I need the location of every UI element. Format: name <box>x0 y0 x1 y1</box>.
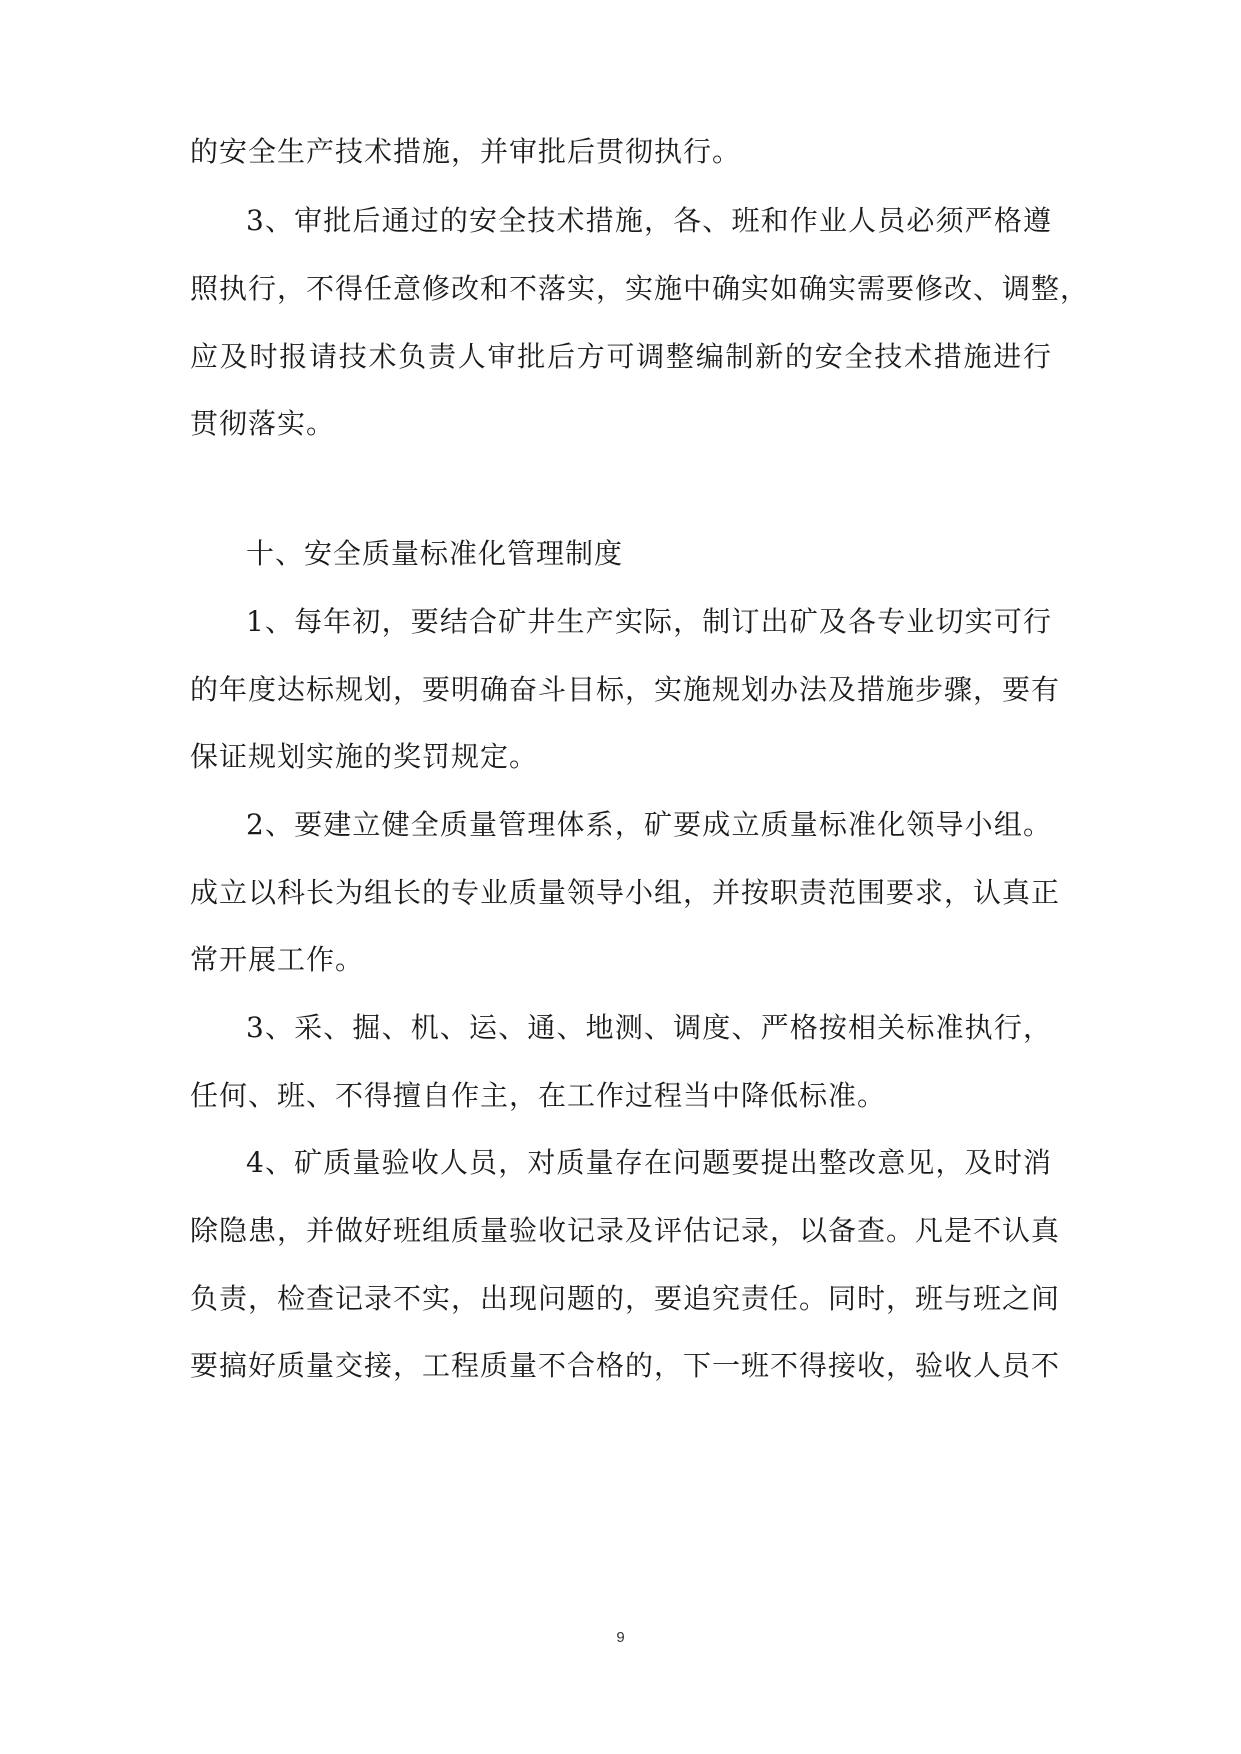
text-line: 2、要建立健全质量管理体系，矿要成立质量标准化领导小组。 <box>246 808 1052 841</box>
text-line: 成立以科长为组长的专业质量领导小组，并按职责范围要求，认真正 <box>190 876 1061 909</box>
text-line: 任何、班、不得擅自作主，在工作过程当中降低标准。 <box>190 1079 887 1112</box>
text-line: 照执行，不得任意修改和不落实，实施中确实如确实需要修改、调整， <box>190 272 1090 305</box>
text-line: 应及时报请技术负责人审批后方可调整编制新的安全技术措施进行 <box>190 340 1052 373</box>
text-line: 1、每年初，要结合矿井生产实际，制订出矿及各专业切实可行 <box>246 605 1052 638</box>
text-line: 4、矿质量验收人员，对质量存在问题要提出整改意见，及时消 <box>246 1146 1052 1179</box>
text-line: 贯彻落实。 <box>190 407 336 440</box>
page-number: 9 <box>616 1629 625 1646</box>
text-line: 3、审批后通过的安全技术措施，各、班和作业人员必须严格遵 <box>246 204 1052 237</box>
text-line: 的安全生产技术措施，并审批后贯彻执行。 <box>190 135 742 168</box>
text-line: 负责，检查记录不实，出现问题的，要追究责任。同时，班与班之间 <box>190 1282 1061 1315</box>
text-line: 的年度达标规划，要明确奋斗目标，实施规划办法及措施步骤，要有 <box>190 673 1061 706</box>
text-line: 要搞好质量交接，工程质量不合格的，下一班不得接收，验收人员不 <box>190 1349 1061 1382</box>
section-heading: 十、安全质量标准化管理制度 <box>246 537 624 570</box>
text-line: 常开展工作。 <box>190 943 365 976</box>
text-line: 除隐患，并做好班组质量验收记录及评估记录，以备查。凡是不认真 <box>190 1214 1061 1247</box>
text-line: 3、采、掘、机、运、通、地测、调度、严格按相关标准执行， <box>246 1011 1052 1044</box>
text-line: 保证规划实施的奖罚规定。 <box>190 740 539 773</box>
